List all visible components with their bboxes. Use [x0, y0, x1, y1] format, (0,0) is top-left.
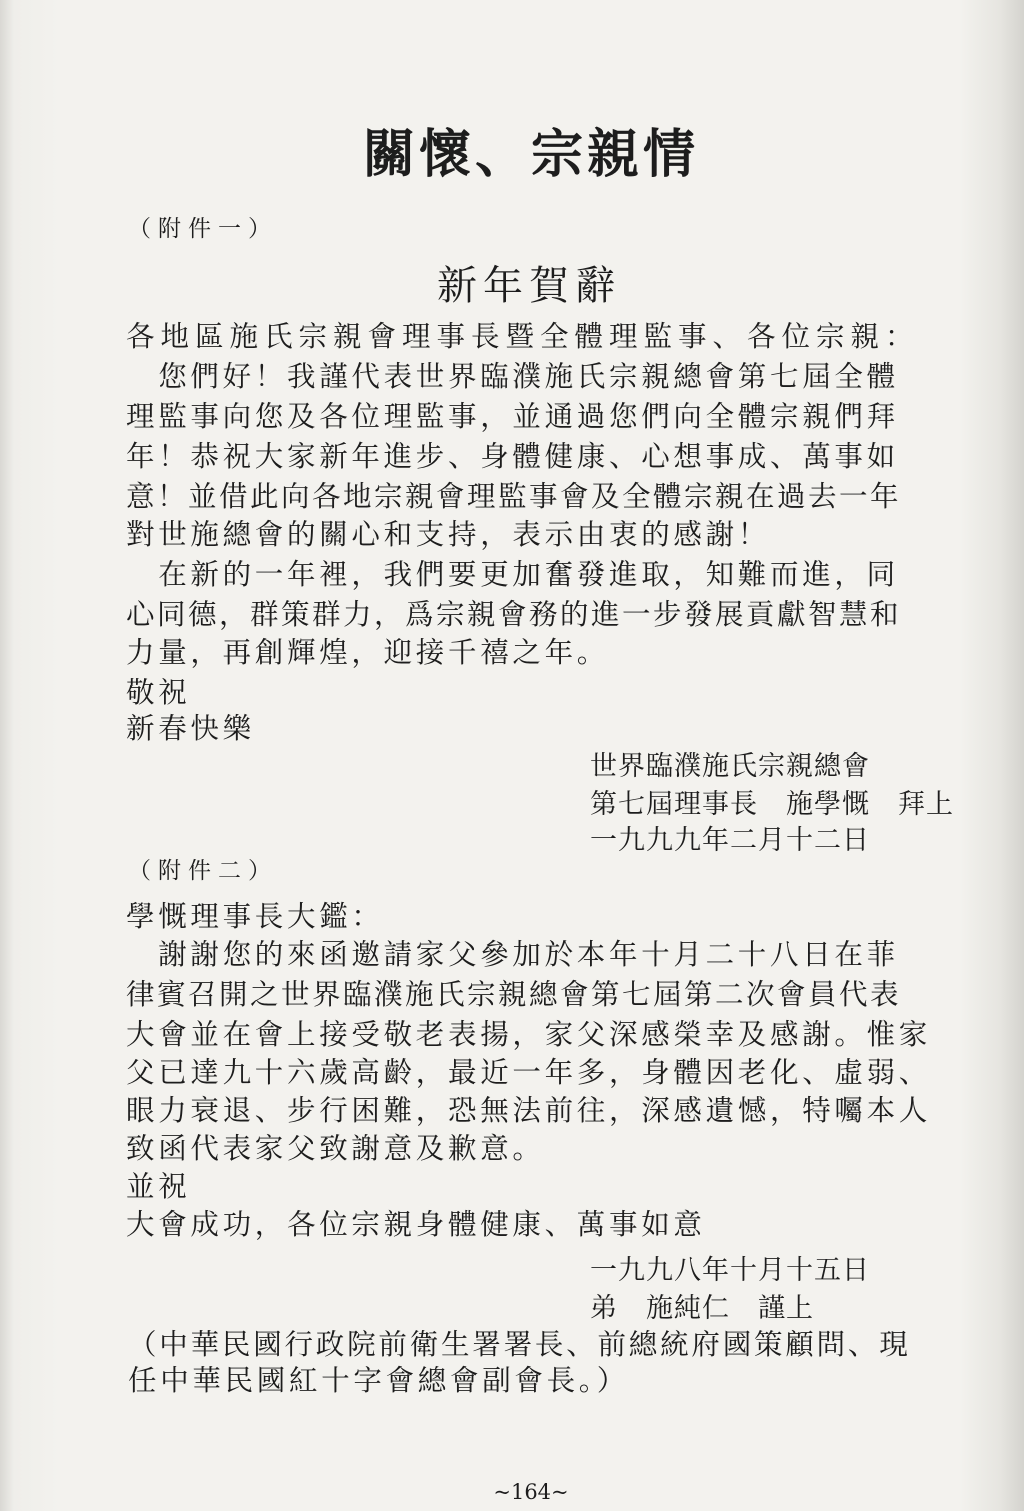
- page-number: ~164~: [493, 1480, 569, 1504]
- signature-line: 一九九九年二月十二日: [590, 825, 870, 856]
- letter1-line: 您們好！我謹代表世界臨濮施氏宗親總會第七屆全體: [126, 360, 899, 393]
- letter1-line: 在新的一年裡，我們要更加奮發進取，知難而進，同: [126, 558, 899, 591]
- letter2-line: 眼力衰退、步行困難，恐無法前往，深感遺憾，特囑本人: [126, 1094, 932, 1127]
- letter2-line: 謝謝您的來函邀請家父參加於本年十月二十八日在菲: [126, 938, 899, 971]
- letter1-line: 力量，再創輝煌，迎接千禧之年。: [126, 636, 610, 669]
- letter1-line: 理監事向您及各位理監事，並通過您們向全體宗親們拜: [126, 400, 899, 433]
- signature-line: 世界臨濮施氏宗親總會: [590, 751, 870, 782]
- attachment2-label: （附件二）: [128, 858, 278, 884]
- letter2-line: 學慨理事長大鑑：: [126, 900, 384, 933]
- letter1-line: 心同德，群策群力，爲宗親會務的進一步發展貢獻智慧和: [126, 598, 902, 631]
- letter1-line: 對世施總會的關心和支持，表示由衷的感謝！: [126, 518, 771, 551]
- page-title: 關懷、宗親情: [362, 124, 699, 185]
- attachment1-label: （附件一）: [128, 216, 278, 242]
- letter2-line: 大會成功，各位宗親身體健康、萬事如意: [126, 1208, 706, 1241]
- letter1-line: 新春快樂: [126, 712, 255, 745]
- signature-line: 一九九八年十月十五日: [590, 1255, 870, 1286]
- letter1-line: 各地區施氏宗親會理事長暨全體理監事、各位宗親：: [126, 320, 920, 353]
- note-line: （中華民國行政院前衛生署署長、前總統府國策顧問、現: [128, 1328, 911, 1361]
- attachment1-heading: 新年賀辭: [437, 263, 621, 309]
- letter2-line: 大會並在會上接受敬老表揚，家父深感榮幸及感謝。惟家: [126, 1018, 932, 1051]
- letter2-line: 並祝: [126, 1170, 191, 1203]
- letter1-line: 意！並借此向各地宗親會理監事會及全體宗親在過去一年: [126, 480, 902, 513]
- signature-line: 弟 施純仁 謹上: [590, 1293, 814, 1324]
- letter1-line: 敬祝: [126, 676, 191, 709]
- letter1-line: 年！恭祝大家新年進步、身體健康、心想事成、萬事如: [126, 440, 899, 473]
- note-line: 任中華民國紅十字會總會副會長。）: [128, 1364, 629, 1397]
- signature-line: 第七屆理事長 施學慨 拜上: [590, 789, 954, 820]
- letter2-line: 律賓召開之世界臨濮施氏宗親總會第七屆第二次會員代表: [126, 978, 902, 1011]
- letter2-line: 父已達九十六歲高齡，最近一年多，身體因老化、虛弱、: [126, 1056, 932, 1089]
- letter2-line: 致函代表家父致謝意及歉意。: [126, 1132, 545, 1165]
